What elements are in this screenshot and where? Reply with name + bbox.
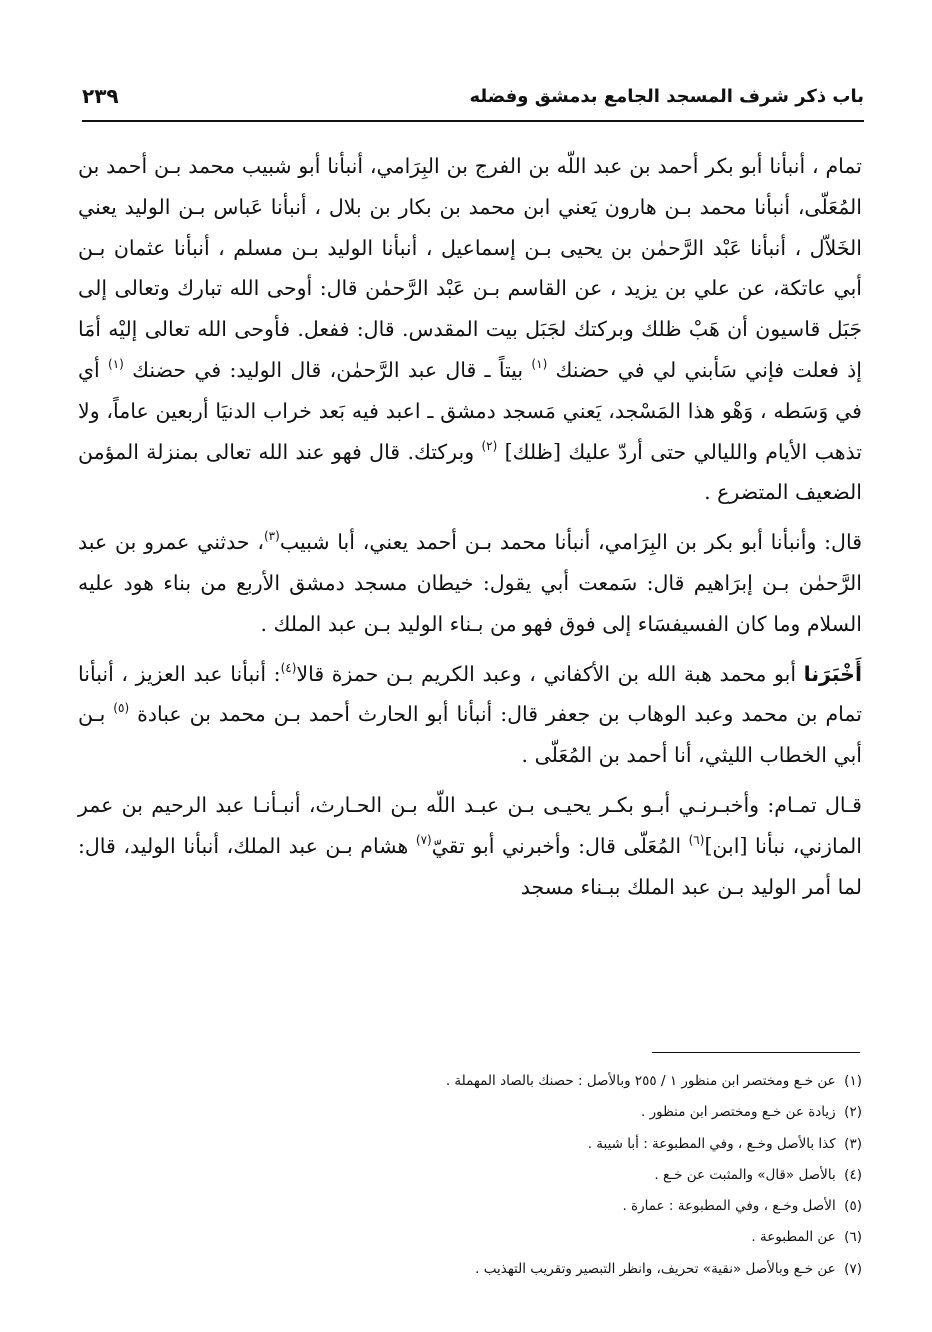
footnote-text: عن خـع وبالأصل «نقية» تحريف، وانظر التبصير وتقريب التهذيب . — [475, 1260, 836, 1277]
footnote-text: الأصل وخـع ، وفي المطبوعة : عمارة . — [622, 1198, 836, 1215]
footnote-reference: (٦) — [688, 832, 705, 847]
footnote-reference: (١) — [531, 356, 548, 371]
footnote-number: (٢) — [844, 1104, 862, 1121]
footnote-number: (٦) — [844, 1229, 862, 1246]
footnote-rule — [652, 1052, 860, 1053]
paragraph-text: أي في وَسَطه ، وَهْو هذا المَسْجد، يَعني مَسجد دمشق ـ اعبد فيه بَعد خراب الدنيَا أربعين عاماً، ولا تذهب الأيام والليالي حتى أردّ عليك [ظلك] — [78, 357, 862, 464]
paragraph-text: قال: وأنبأنا أبو بكر بن البِرَامي، أنبأنا محمد بـن أحمد يعني، أبا شبيب — [279, 530, 862, 555]
paragraph-text: المُعَلّى قال: وأخبرني أبو تقيّ — [431, 833, 682, 858]
footnote-item — [82, 1129, 862, 1160]
running-title: باب ذكر شرف المسجد الجامع بدمشق وفضله — [469, 86, 864, 107]
footnote-item — [82, 1097, 862, 1128]
footnote-reference: (١) — [108, 356, 124, 371]
footnote-number: (٧) — [844, 1260, 862, 1277]
footnote-item — [82, 1222, 862, 1253]
paragraph-text: قـال تمـام: وأخبـرنـي أبـو بكـر يحيـى بـن عبـد اللّه بـن الحـارث، أنبـأنـا عبد الرحيم بن عمر المازني، نبأنا [ابن] — [78, 792, 862, 858]
page-header — [82, 82, 864, 118]
footnotes-list — [82, 1066, 862, 1285]
footnote-item — [82, 1254, 862, 1285]
paragraph — [78, 522, 862, 644]
page-number: ٢٣٩ — [82, 84, 119, 108]
paragraph-text: ، حدثني عمرو بن عبد الرَّحمٰن بـن إبرَاهيم قال: سَمعت أبي يقول: خيطان مسجد دمشق الأربع من بناء هود عليه السلام وما كان الفسيفسَاء إلى فوق فهو من بـناء الوليد بـن عبد الملك . — [78, 530, 862, 636]
footnote-reference: (٣) — [263, 529, 280, 544]
paragraph — [78, 146, 862, 513]
footnote-reference: (٥) — [113, 701, 130, 716]
footnote-item — [82, 1160, 862, 1191]
footnote-text: عن المطبوعة . — [751, 1229, 836, 1246]
paragraph-text: بـن أبي الخطاب الليثي، أنا أحمد بن المُعَلّى . — [78, 702, 862, 768]
paragraph-lead-word: أَخْبَرَنا — [803, 661, 862, 686]
footnote-text: بالأصل «قال» والمثبت عن خـع . — [654, 1166, 836, 1183]
footnote-text: عن خـع ومختصر ابن منظور ١ / ٢٥٥ وبالأصل : حصنك بالصاد المهملة . — [445, 1073, 836, 1089]
main-text — [78, 146, 862, 907]
paragraph-text: تمام ، أنبأنا أبو بكر أحمد بن عبد اللّه بن الفرج بن البِرَامي، أنبأنا أبو شبيب محمد بـن أحمد بن المُعَلّى، أنبأنا محمد بـن هارون يَعني ابن محمد بن بكار بن بلال ، أنبأنا عَباس بـن الوليد يعني الخَلاّل ، أنبأنا عَبْد الرَّحمٰن بن يحيى بـن إسماعيل ، أنبأنا الوليد بـن مسلم ، أنبأنا عثمان بـن أبي عاتكة، عن علي بن يزيد ، عن القاسم بـن عَبْد الرَّحمٰن قال: أوحى الله تبارك وتعالى إلى جَبَل قاسيون أن هَبْ ظلك وبركتك لجَبَل بيت المقدس. قال: ففعل. فأوحى الله تعالى إليْه أمَا إذ فعلت فإني سَأبني لي في حضنك — [78, 154, 862, 382]
footnote-item — [82, 1191, 862, 1222]
paragraph-text: أبو محمد هبة الله بن الأكفاني ، وعبد الكريم بـن حمزة قالا — [296, 661, 797, 686]
footnote-text: زيادة عن خـع ومختصر ابن منظور . — [641, 1104, 836, 1121]
paragraph-text: : أنبأنا عبد العزيز ، أنبأنا تمام بن محمد وعبد الوهاب بن جعفر قال: أنبأنا أبو الحارث أحمد بـن محمد بن عبادة — [78, 661, 862, 727]
footnote-number: (٥) — [844, 1198, 862, 1215]
paragraph — [78, 654, 862, 776]
footnote-reference: (٤) — [280, 660, 297, 675]
footnote-reference: (٢) — [481, 438, 498, 453]
paragraph-text: وبركتك. قال فهو عند الله تعالى بمنزلة المؤمن الضعيف المتضرع . — [78, 439, 862, 505]
paragraph-text: هشام بـن عبد الملك، أنبأنا الوليد، قال: لما أمر الوليد بـن عبد الملك ببـناء مسجد — [78, 833, 862, 899]
footnote-reference: (٧) — [415, 832, 432, 847]
paragraph — [78, 785, 862, 907]
footnote-item — [82, 1066, 862, 1097]
footnote-number: (٣) — [844, 1135, 862, 1152]
footnote-number: (١) — [844, 1073, 862, 1089]
footnote-text: كذا بالأصل وخـع ، وفي المطبوعة : أبا شيبة . — [587, 1135, 836, 1152]
header-rule — [82, 120, 864, 122]
paragraph-text: بيتاً ـ قال عبد الرَّحمٰن، قال الوليد: في حضنك — [132, 357, 524, 382]
footnote-number: (٤) — [844, 1166, 862, 1183]
